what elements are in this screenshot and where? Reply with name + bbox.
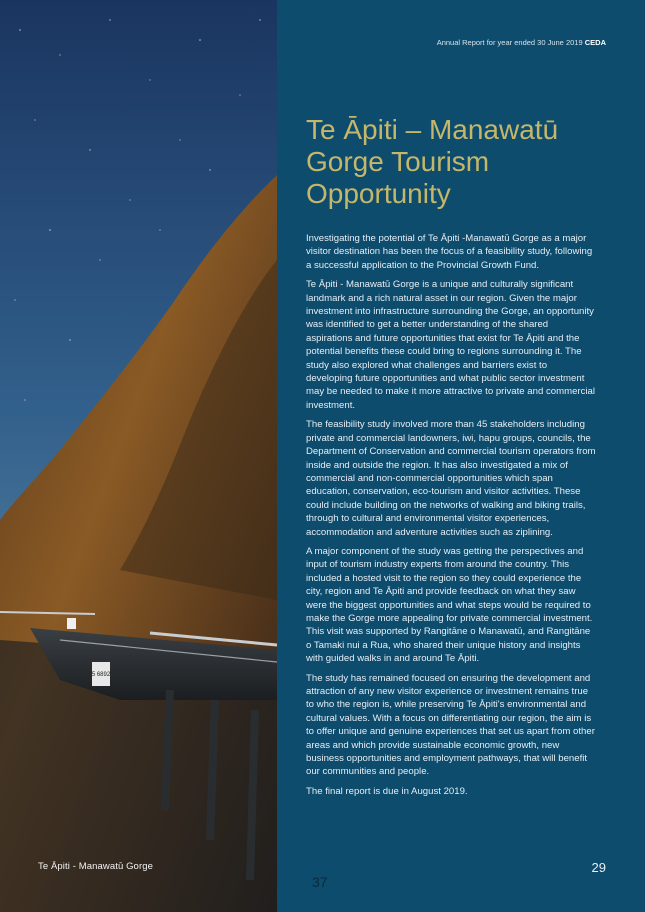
night-gorge-illustration bbox=[0, 0, 277, 912]
paragraph: The feasibility study involved more than 45 stakeholders including private and commercial landowners, iwi, hapu groups, councils, the Department of Conservation and commercial tourism operators from inside and outside the region. It has also investigated a mix of commercial and non-commercial opportunities which span education, conservation, eco-tourism and visitor activities. These could include building on the networks of walking and biking trails, through to cultural and environmental visitor experiences, accommodation and adventure activities such as ziplining. bbox=[306, 419, 596, 538]
report-title: Annual Report for year ended 30 June 2019 bbox=[436, 38, 583, 47]
title-line: Te Āpiti – Manawatū bbox=[306, 114, 559, 145]
content-panel bbox=[277, 0, 645, 912]
road-sign-text: 5 6892 bbox=[91, 672, 111, 678]
article-body bbox=[306, 232, 596, 804]
page-number: 29 bbox=[591, 860, 606, 875]
org-name: CEDA bbox=[584, 38, 606, 47]
small-sign bbox=[67, 618, 76, 629]
secondary-page-number: 37 bbox=[312, 874, 328, 890]
title-line: Opportunity bbox=[306, 178, 451, 209]
paragraph: Investigating the potential of Te Āpiti -Manawatū Gorge as a major visitor destination has been the focus of a feasibility study, following a successful application to the Provincial Growth Fund. bbox=[306, 233, 593, 271]
paragraph: The study has remained focused on ensuring the development and attraction of any new visitor experience or investment remains true to who the region is, while preserving Te Āpiti's environmental and cultural values. With a focus on differentiating our region, the aim is to offer unique and genuine experiences that set us apart from other areas and which provide sustainable economic growth, new business opportunities and employment pathways, that will benefit our communities and people. bbox=[306, 672, 595, 778]
page-title bbox=[306, 114, 606, 210]
photo-caption: Te Āpiti - Manawatū Gorge bbox=[38, 861, 153, 872]
cover-photo bbox=[0, 0, 277, 912]
title-line: Gorge Tourism bbox=[306, 146, 490, 177]
paragraph: The final report is due in August 2019. bbox=[306, 785, 468, 797]
paragraph: Te Āpiti - Manawatū Gorge is a unique and culturally significant landmark and a rich natural asset in our region. Given the major investment into infrastructure surrounding the Gorge, an opportunity was identified to get a better understanding of the shared aspirations and future opportunities that exist for Te Āpiti and the potential benefits these could bring to regions surrounding it. The study also explored what challenges and barriers exist to developing future opportunities and what public sector investment may be needed to make it more attractive to private and commercial investment. bbox=[306, 279, 596, 411]
running-header bbox=[437, 38, 606, 47]
paragraph: A major component of the study was getting the perspectives and input of tourism industry experts from around the country. This included a hosted visit to the region so they could experience the city, region and Te Āpiti and provide feedback on what they saw were the biggest opportunities and what steps would be required to make the Gorge more appealing for private commercial investment. This visit was supported by Rangitāne o Manawatū, and Rangitāne o Tamaki nui a Rua, who shared their unique history and insights with guided walks in and around Te Āpiti. bbox=[306, 545, 593, 665]
